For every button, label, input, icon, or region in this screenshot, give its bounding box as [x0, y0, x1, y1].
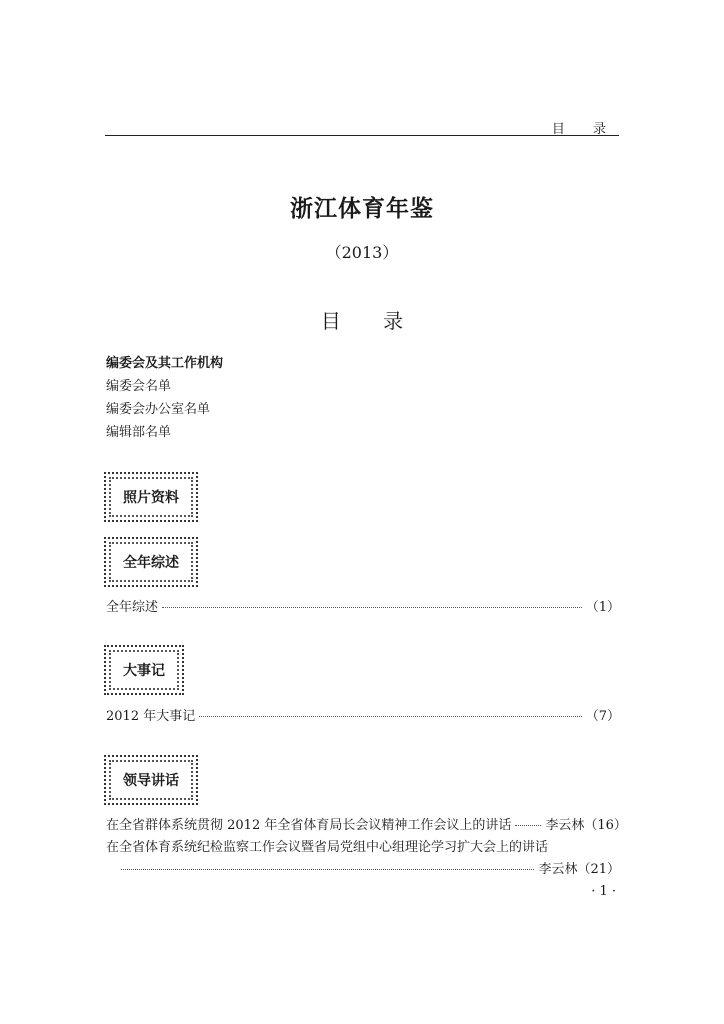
leader-dots [515, 825, 541, 826]
section-label-events: 大事记 [109, 650, 179, 690]
entry-title: 全年综述 [106, 600, 159, 615]
entry-author-page: 李云林（21） [538, 862, 620, 877]
section-box-photos [104, 472, 198, 522]
entry-title: 在全省群体系统贯彻 2012 年全省体育局长会议精神工作会议上的讲话 [106, 818, 512, 833]
running-head: 目 录 [551, 122, 618, 137]
leader-dots [121, 869, 534, 870]
header-rule [105, 135, 619, 136]
section-label-speeches: 领导讲话 [109, 760, 193, 800]
section-label-photos: 照片资料 [109, 477, 193, 517]
committee-item-3: 编辑部名单 [106, 425, 172, 440]
toc-entry-speech-2-title[interactable]: 在全省体育系统纪检监察工作会议暨省局党组中心组理论学习扩大会上的讲话 [106, 840, 549, 855]
section-label-summary: 全年综述 [109, 542, 193, 582]
entry-author-page: 李云林（16） [545, 818, 627, 833]
toc-entry-speech-1[interactable] [106, 814, 627, 833]
toc-entry-events[interactable] [106, 705, 620, 724]
leader-dots [162, 607, 582, 608]
entry-page: （7） [585, 709, 620, 724]
entry-title: 2012 年大事记 [106, 709, 196, 724]
committee-item-2: 编委会办公室名单 [106, 402, 211, 417]
page-number: · 1 · [591, 884, 616, 899]
year-label: （2013） [325, 243, 399, 262]
leader-dots [199, 716, 582, 717]
book-title: 浙江体育年鉴 [290, 195, 434, 222]
section-box-summary [104, 537, 198, 587]
committee-heading: 编委会及其工作机构 [106, 356, 224, 371]
entry-page: （1） [585, 600, 620, 615]
section-box-events [104, 645, 184, 695]
toc-title: 目 录 [320, 309, 422, 333]
committee-item-1: 编委会名单 [106, 379, 172, 394]
toc-entry-summary[interactable] [106, 596, 620, 615]
toc-entry-speech-2[interactable] [121, 858, 620, 877]
section-box-speeches [104, 755, 198, 805]
